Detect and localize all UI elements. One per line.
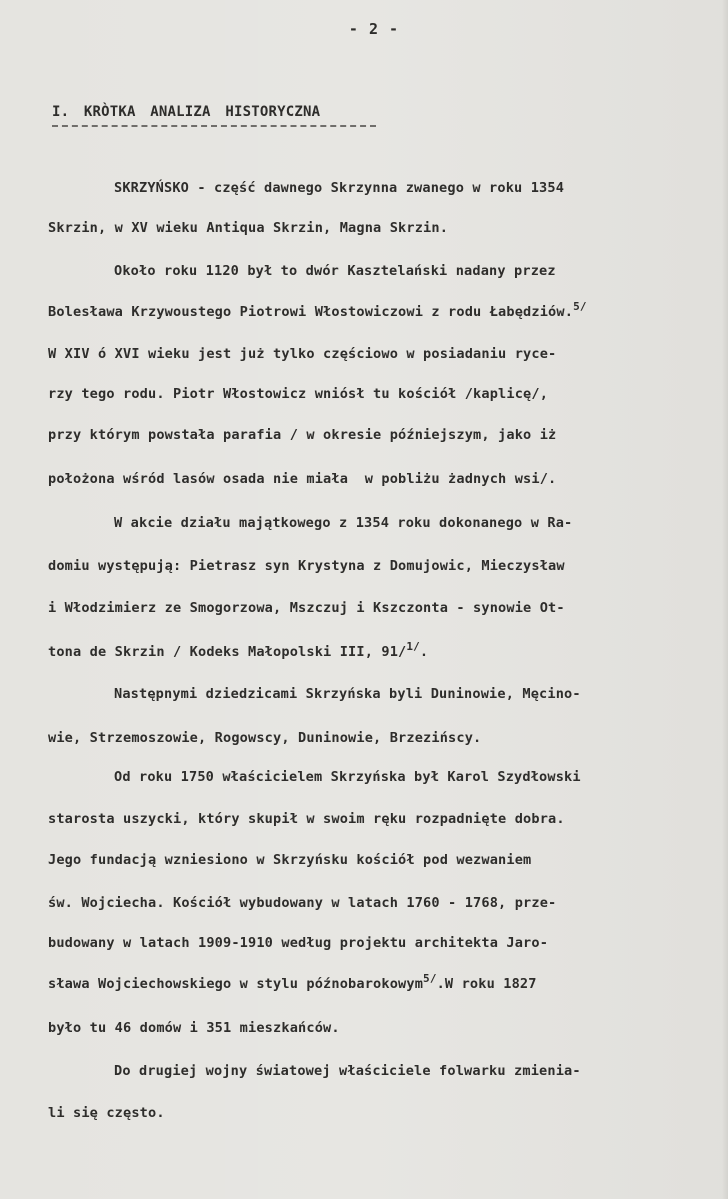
text-line: Do drugiej wojny światowej właściciele folwarku zmienia-: [114, 1063, 581, 1079]
line-text: sława Wojciechowskiego w stylu późnobarokowym: [48, 976, 424, 992]
text-line-with-footnote: [48, 972, 537, 993]
footnote-ref: 5/: [423, 972, 437, 985]
line-text-after: .W roku 1827: [436, 976, 537, 992]
text-line: SKRZYŃSKO - część dawnego Skrzynna zwanego w roku 1354: [114, 180, 565, 196]
text-line: było tu 46 domów i 351 mieszkańców.: [48, 1020, 340, 1036]
text-line: przy którym powstała parafia / w okresie późniejszym, jako iż: [48, 427, 557, 443]
text-line: Około roku 1120 był to dwór Kasztelański nadany przez: [114, 263, 556, 279]
section-heading: I. KRÒTKA ANALIZA HISTORYCZNA: [52, 104, 321, 120]
text-line: W XIV ó XVI wieku jest już tylko częściowo w posiadaniu ryce-: [48, 346, 557, 362]
text-line: starosta uszycki, który skupił w swoim ręku rozpadnięte dobra.: [48, 811, 565, 827]
footnote-ref: 5/: [573, 300, 587, 313]
text-line: położona wśród lasów osada nie miała w pobliżu żadnych wsi/.: [48, 471, 557, 487]
line-text: Bolesława Krzywoustego Piotrowi Włostowiczowi z rodu Łabędziów.: [48, 304, 574, 320]
heading-underline: [52, 125, 376, 130]
page-number: - 2 -: [348, 20, 400, 38]
text-line: li się często.: [48, 1105, 165, 1121]
text-line: wie, Strzemoszowie, Rogowscy, Duninowie, Brzezińscy.: [48, 730, 482, 746]
text-line: i Włodzimierz ze Smogorzowa, Mszczuj i Kszczonta - synowie Ot-: [48, 600, 565, 616]
text-line-with-footnote: [48, 640, 429, 661]
text-line-with-footnote: [48, 300, 587, 321]
text-line: św. Wojciecha. Kościół wybudowany w latach 1760 - 1768, prze-: [48, 895, 557, 911]
text-line: Od roku 1750 właścicielem Skrzyńska był Karol Szydłowski: [114, 769, 581, 785]
text-line: domiu występują: Pietrasz syn Krystyna z Domujowic, Mieczysław: [48, 558, 565, 574]
text-line: W akcie działu majątkowego z 1354 roku dokonanego w Ra-: [114, 515, 573, 531]
line-text-after: .: [419, 644, 429, 660]
text-line: Jego fundacją wzniesiono w Skrzyńsku kościół pod wezwaniem: [48, 852, 532, 868]
text-line: Skrzin, w XV wieku Antiqua Skrzin, Magna Skrzin.: [48, 220, 449, 236]
text-line: rzy tego rodu. Piotr Włostowicz wniósł tu kościół /kaplicę/,: [48, 386, 549, 402]
text-line: budowany w latach 1909-1910 według projektu architekta Jaro-: [48, 935, 549, 951]
line-text: tona de Skrzin / Kodeks Małopolski III, 91/: [48, 644, 407, 660]
text-line: Następnymi dziedzicami Skrzyńska byli Duninowie, Męcino-: [114, 686, 581, 702]
footnote-ref: 1/: [406, 640, 420, 653]
page-edge-shadow: [722, 0, 728, 1199]
